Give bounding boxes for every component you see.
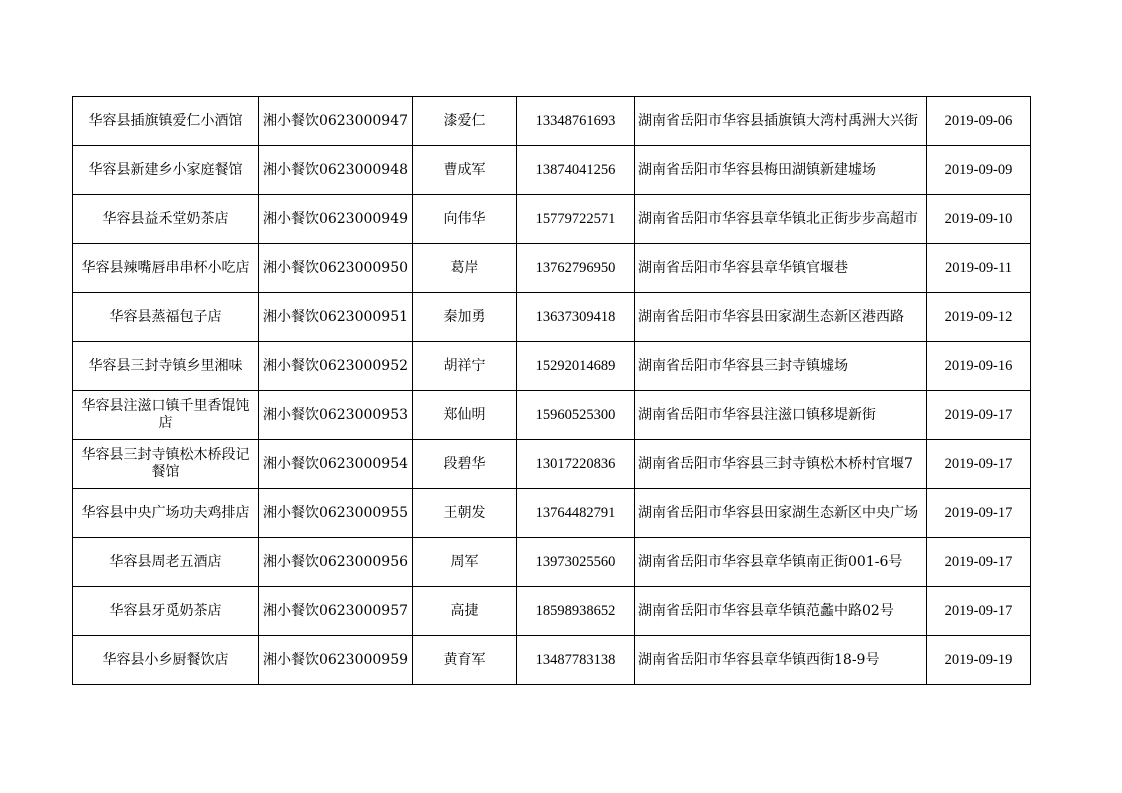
table-row [73,636,1031,685]
issue-date-cell: 2019-09-17 [927,440,1031,489]
table-row [73,489,1031,538]
license-number-cell: 湘小餐饮0623000950 [259,244,413,293]
table-body [73,97,1031,685]
phone-number-cell: 13764482791 [517,489,635,538]
phone-number-cell: 18598938652 [517,587,635,636]
license-number-cell: 湘小餐饮0623000952 [259,342,413,391]
business-name-cell: 华容县注滋口镇千里香馄饨店 [73,391,259,440]
phone-number-cell: 13348761693 [517,97,635,146]
address-cell: 湖南省岳阳市华容县章华镇官堰巷 [635,244,927,293]
license-number-cell: 湘小餐饮0623000947 [259,97,413,146]
operator-name-cell: 王朝发 [413,489,517,538]
operator-name-cell: 黄育军 [413,636,517,685]
issue-date-cell: 2019-09-17 [927,587,1031,636]
business-name-cell: 华容县牙觅奶茶店 [73,587,259,636]
issue-date-cell: 2019-09-17 [927,489,1031,538]
address-cell: 湖南省岳阳市华容县注滋口镇移堤新街 [635,391,927,440]
license-number-cell: 湘小餐饮0623000951 [259,293,413,342]
address-cell: 湖南省岳阳市华容县梅田湖镇新建墟场 [635,146,927,195]
address-cell: 湖南省岳阳市华容县章华镇北正街步步高超市 [635,195,927,244]
business-name-cell: 华容县新建乡小家庭餐馆 [73,146,259,195]
business-name-cell: 华容县插旗镇爱仁小酒馆 [73,97,259,146]
operator-name-cell: 葛岸 [413,244,517,293]
license-number-cell: 湘小餐饮0623000953 [259,391,413,440]
issue-date-cell: 2019-09-16 [927,342,1031,391]
license-number-cell: 湘小餐饮0623000957 [259,587,413,636]
operator-name-cell: 高捷 [413,587,517,636]
business-name-cell: 华容县中央广场功夫鸡排店 [73,489,259,538]
address-cell: 湖南省岳阳市华容县章华镇南正街001-6号 [635,538,927,587]
operator-name-cell: 曹成军 [413,146,517,195]
license-number-cell: 湘小餐饮0623000955 [259,489,413,538]
business-name-cell: 华容县周老五酒店 [73,538,259,587]
table-row [73,538,1031,587]
business-name-cell: 华容县小乡厨餐饮店 [73,636,259,685]
issue-date-cell: 2019-09-09 [927,146,1031,195]
phone-number-cell: 15292014689 [517,342,635,391]
license-number-cell: 湘小餐饮0623000949 [259,195,413,244]
license-number-cell: 湘小餐饮0623000954 [259,440,413,489]
license-number-cell: 湘小餐饮0623000959 [259,636,413,685]
operator-name-cell: 周军 [413,538,517,587]
table-row [73,244,1031,293]
table-row [73,97,1031,146]
phone-number-cell: 13973025560 [517,538,635,587]
address-cell: 湖南省岳阳市华容县三封寺镇松木桥村官堰7 [635,440,927,489]
operator-name-cell: 郑仙明 [413,391,517,440]
business-name-cell: 华容县蒸福包子店 [73,293,259,342]
address-cell: 湖南省岳阳市华容县章华镇范蠡中路02号 [635,587,927,636]
phone-number-cell: 13637309418 [517,293,635,342]
operator-name-cell: 胡祥宁 [413,342,517,391]
address-cell: 湖南省岳阳市华容县章华镇西街18-9号 [635,636,927,685]
phone-number-cell: 13017220836 [517,440,635,489]
phone-number-cell: 15779722571 [517,195,635,244]
business-name-cell: 华容县益禾堂奶茶店 [73,195,259,244]
license-number-cell: 湘小餐饮0623000956 [259,538,413,587]
table-row [73,440,1031,489]
phone-number-cell: 13762796950 [517,244,635,293]
issue-date-cell: 2019-09-10 [927,195,1031,244]
address-cell: 湖南省岳阳市华容县插旗镇大湾村禹洲大兴街 [635,97,927,146]
business-name-cell: 华容县辣嘴唇串串杯小吃店 [73,244,259,293]
operator-name-cell: 秦加勇 [413,293,517,342]
table-row [73,146,1031,195]
table-row [73,587,1031,636]
table-row [73,195,1031,244]
issue-date-cell: 2019-09-12 [927,293,1031,342]
business-name-cell: 华容县三封寺镇松木桥段记餐馆 [73,440,259,489]
operator-name-cell: 向伟华 [413,195,517,244]
issue-date-cell: 2019-09-19 [927,636,1031,685]
table-row [73,342,1031,391]
phone-number-cell: 13874041256 [517,146,635,195]
phone-number-cell: 13487783138 [517,636,635,685]
address-cell: 湖南省岳阳市华容县田家湖生态新区中央广场 [635,489,927,538]
table-row [73,391,1031,440]
issue-date-cell: 2019-09-06 [927,97,1031,146]
issue-date-cell: 2019-09-11 [927,244,1031,293]
phone-number-cell: 15960525300 [517,391,635,440]
registry-table [72,96,1031,685]
license-number-cell: 湘小餐饮0623000948 [259,146,413,195]
address-cell: 湖南省岳阳市华容县田家湖生态新区港西路 [635,293,927,342]
issue-date-cell: 2019-09-17 [927,391,1031,440]
table-row [73,293,1031,342]
issue-date-cell: 2019-09-17 [927,538,1031,587]
business-name-cell: 华容县三封寺镇乡里湘味 [73,342,259,391]
operator-name-cell: 段碧华 [413,440,517,489]
address-cell: 湖南省岳阳市华容县三封寺镇墟场 [635,342,927,391]
operator-name-cell: 漆爱仁 [413,97,517,146]
